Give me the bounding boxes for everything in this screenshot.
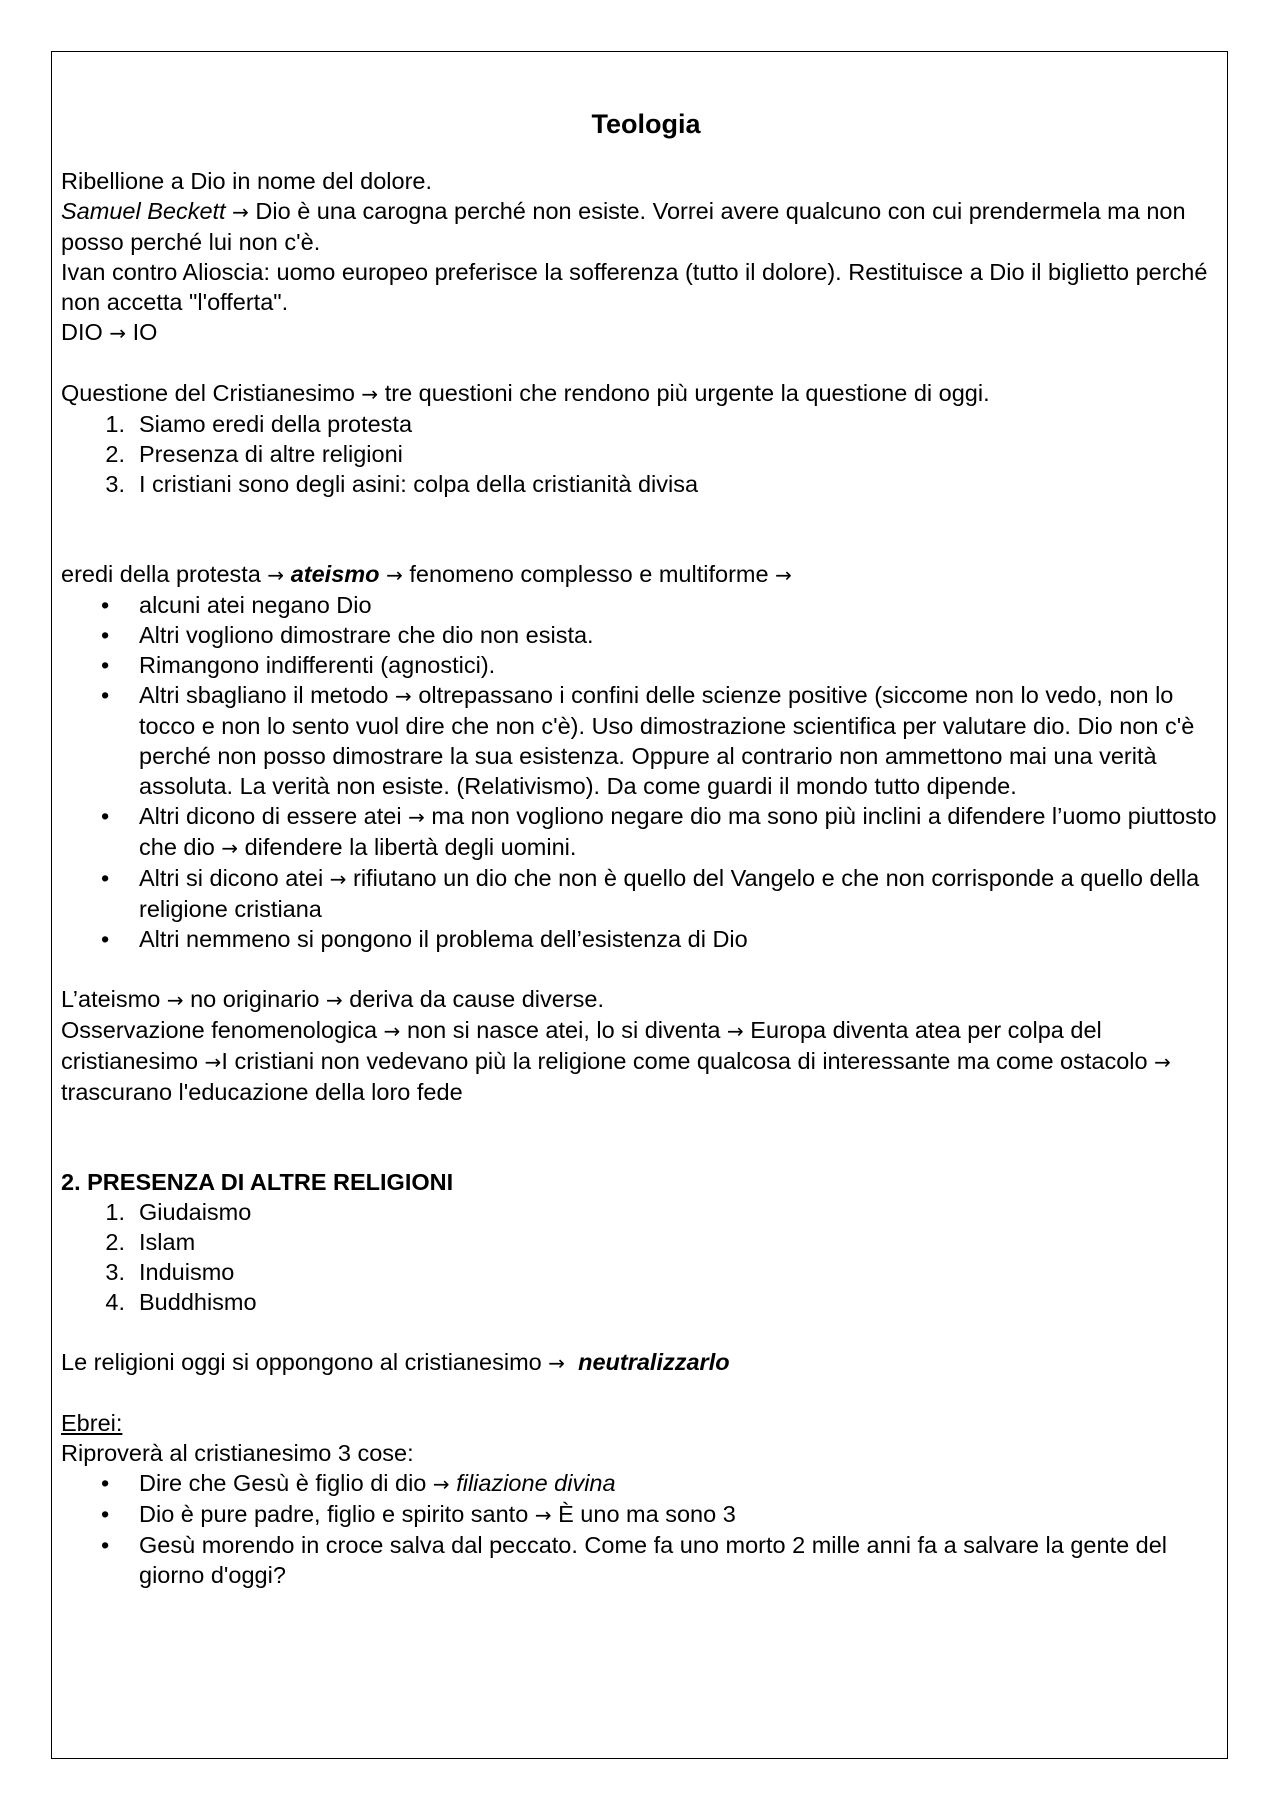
- bullet-icon: •: [101, 622, 110, 648]
- arrow-icon: →: [361, 382, 379, 406]
- ebrei-intro: Riproverà al cristianesimo 3 cose:: [61, 1440, 414, 1466]
- ateismo-term: ateismo: [290, 561, 380, 587]
- arrow-icon: →: [166, 988, 184, 1012]
- section-heading: 2. PRESENZA DI ALTRE RELIGIONI: [61, 1169, 454, 1195]
- arrow-icon: →: [386, 563, 403, 587]
- paragraph-ivan: Ivan contro Alioscia: uomo europeo preferisce la sofferenza (tutto il dolore). Restituisce a Dio il biglietto perché non accetta "l'offerta".: [61, 259, 1208, 315]
- list-item: • alcuni atei negano Dio: [101, 592, 372, 618]
- arrow-icon: →: [232, 200, 249, 224]
- paragraph-osservazione: Osservazione fenomenologica → non si nasce atei, lo si diventa → Europa diventa atea per colpa del cristianesimo →I cristiani non vedevano più la religione come qualcosa di interessante ma come ostacolo → trascurano l'educazione della loro fede: [61, 1017, 1171, 1105]
- list-item: • Rimangono indifferenti (agnostici).: [101, 652, 496, 678]
- arrow-icon: →: [383, 1019, 401, 1043]
- arrow-icon: →: [1154, 1050, 1171, 1074]
- arrow-icon: →: [408, 805, 425, 829]
- bullet-icon: •: [101, 803, 110, 829]
- atei-list: [61, 590, 1221, 954]
- list-item: 2. Presenza di altre religioni: [105, 441, 403, 467]
- bullet-icon: •: [101, 592, 110, 618]
- arrow-icon: →: [534, 1503, 552, 1527]
- bullet-icon: •: [101, 926, 110, 952]
- beckett-name: Samuel Beckett: [61, 198, 226, 224]
- arrow-icon: →: [727, 1019, 744, 1043]
- questioni-list: [61, 409, 1221, 499]
- arrow-icon: →: [204, 1050, 222, 1074]
- bullet-icon: •: [101, 1532, 110, 1558]
- arrow-icon: →: [267, 563, 285, 587]
- bullet-icon: •: [101, 652, 110, 678]
- bullet-icon: •: [101, 682, 110, 708]
- arrow-icon: →: [221, 836, 239, 860]
- list-item: • Altri nemmeno si pongono il problema dell’esistenza di Dio: [101, 926, 748, 952]
- list-item: 4. Buddhismo: [105, 1289, 257, 1315]
- list-item: 1. Giudaismo: [105, 1199, 252, 1225]
- document-body: [61, 104, 1221, 1590]
- ebrei-heading: Ebrei:: [61, 1410, 123, 1436]
- ebrei-list: [61, 1468, 1221, 1590]
- list-item: 1. Siamo eredi della protesta: [105, 411, 413, 437]
- page-title: Teologia: [591, 109, 701, 139]
- list-item: 3. Induismo: [105, 1259, 235, 1285]
- list-item: • Altri si dicono atei → rifiutano un dio che non è quello del Vangelo e che non corrisponde a quello della religione cristiana: [101, 865, 1200, 922]
- arrow-icon: →: [109, 321, 127, 345]
- paragraph-ateismo: L’ateismo → no originario → deriva da cause diverse.: [61, 986, 604, 1012]
- neutralizzarlo-term: neutralizzarlo: [578, 1349, 730, 1375]
- arrow-icon: →: [329, 867, 347, 891]
- list-item: • Gesù morendo in croce salva dal peccato. Come fa uno morto 2 mille anni fa a salvare la gente del giorno d'oggi?: [101, 1532, 1168, 1588]
- bullet-icon: •: [101, 1501, 110, 1527]
- paragraph-questione: Questione del Cristianesimo → tre questioni che rendono più urgente la questione di oggi.: [61, 380, 990, 406]
- paragraph-beckett: Samuel Beckett → Dio è una carogna perché non esiste. Vorrei avere qualcuno con cui prendermela ma non posso perché lui non c'è.: [61, 198, 1186, 255]
- religioni-list: [61, 1197, 1221, 1317]
- arrow-icon: →: [432, 1472, 450, 1496]
- list-item: 2. Islam: [105, 1229, 196, 1255]
- list-item: • Dire che Gesù è figlio di dio → filiazione divina: [101, 1470, 616, 1496]
- arrow-icon: →: [548, 1351, 566, 1375]
- paragraph-dio-io: DIO → IO: [61, 319, 158, 345]
- bullet-icon: •: [101, 1470, 110, 1496]
- paragraph-ribellione: Ribellione a Dio in nome del dolore.: [61, 168, 432, 194]
- list-item: • Altri sbagliano il metodo → oltrepassano i confini delle scienze positive (siccome non lo vedo, non lo tocco e non lo sento vuol dire che non c'è). Uso dimostrazione scientifica per valutare dio. Dio non c'è perché non posso dimostrare la sua esistenza. Oppure al contrario non ammettono mai una verità assoluta. La verità non esiste. (Relativismo). Da come guardi il mondo tutto dipende.: [101, 682, 1195, 799]
- arrow-icon: →: [395, 684, 412, 708]
- paragraph-religioni-oggi: Le religioni oggi si oppongono al cristianesimo → neutralizzarlo: [61, 1349, 730, 1375]
- list-item: • Altri vogliono dimostrare che dio non esista.: [101, 622, 594, 648]
- paragraph-eredi: eredi della protesta → ateismo → fenomeno complesso e multiforme →: [61, 561, 792, 587]
- arrow-icon: →: [775, 563, 792, 587]
- list-item: • Dio è pure padre, figlio e spirito santo → È uno ma sono 3: [101, 1501, 736, 1527]
- bullet-icon: •: [101, 865, 110, 891]
- list-item: • Altri dicono di essere atei → ma non vogliono negare dio ma sono più inclini a difendere l’uomo piuttosto che dio → difendere la libertà degli uomini.: [101, 803, 1217, 860]
- arrow-icon: →: [325, 988, 343, 1012]
- list-item: 3. I cristiani sono degli asini: colpa della cristianità divisa: [105, 471, 699, 497]
